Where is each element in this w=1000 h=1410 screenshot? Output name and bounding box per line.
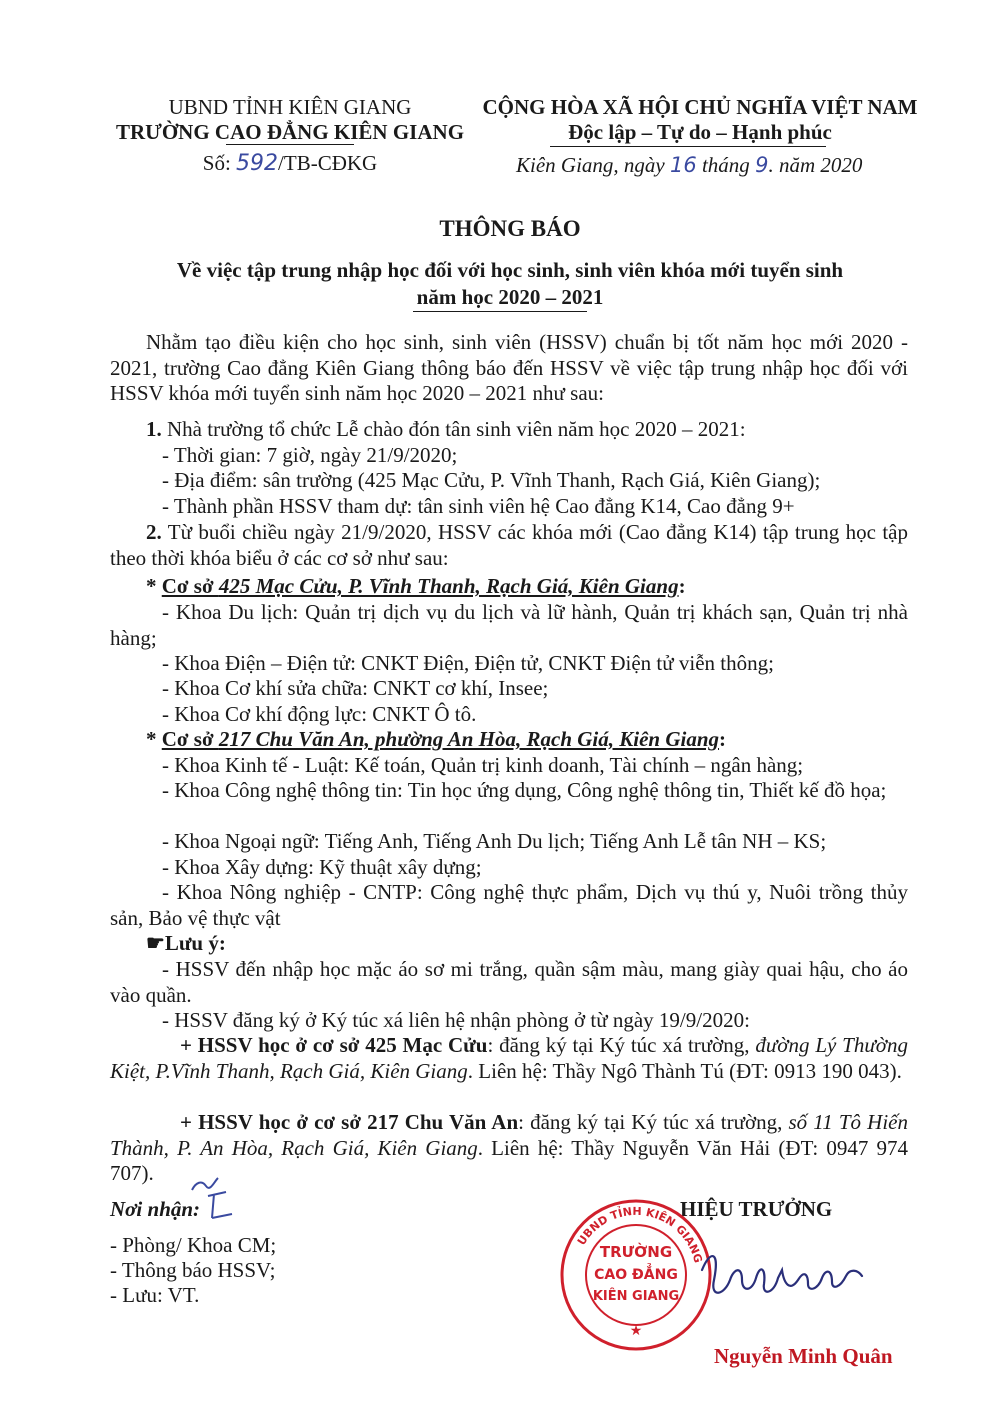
- item-1-heading: [110, 417, 908, 443]
- signatory-name: Nguyễn Minh Quân: [714, 1344, 893, 1368]
- header-left-rule: [226, 144, 354, 145]
- item-1-number: 1.: [146, 417, 162, 441]
- document-subtitle-line2: năm học 2020 – 2021: [416, 285, 604, 309]
- campus-1-item: - Khoa Cơ khí động lực: CNKT Ô tô.: [162, 702, 477, 726]
- recipients-label: Nơi nhận:: [110, 1197, 201, 1221]
- item-2-text: Từ buổi chiều ngày 21/9/2020, HSSV các khóa mới (Cao đẳng K14) tập trung học tập theo thời khóa biểu ở các cơ sở như sau:: [110, 520, 908, 570]
- campus-1-heading: [110, 574, 908, 600]
- dorm-campus-1: [110, 1033, 908, 1084]
- campus-1-item: - Khoa Du lịch: Quản trị dịch vụ du lịch và lữ hành, Quản trị khách sạn, Quản trị nhà hàng;: [110, 600, 908, 650]
- dorm-1-bold: + HSSV học ở cơ sở 425 Mạc Cửu: [180, 1033, 488, 1057]
- item-1-place: - Địa điểm: sân trường (425 Mạc Cửu, P. Vĩnh Thanh, Rạch Giá, Kiên Giang);: [162, 468, 821, 492]
- header-right-rule: [550, 146, 826, 147]
- number-prefix: Số:: [202, 151, 237, 175]
- signatory-title: HIỆU TRƯỞNG: [680, 1197, 833, 1221]
- campus-1-item: - Khoa Điện – Điện tử: CNKT Điện, Điện tử, CNKT Điện tử viễn thông;: [162, 651, 774, 675]
- recipient-item: - Phòng/ Khoa CM;: [110, 1233, 277, 1257]
- note-dress-code: - HSSV đến nhập học mặc áo sơ mi trắng, quần sậm màu, mang giày quai hậu, cho áo vào quần.: [110, 957, 908, 1007]
- dorm-2-bold: + HSSV học ở cơ sở 217 Chu Văn An: [180, 1110, 519, 1134]
- date-prefix: Kiên Giang, ngày: [516, 153, 670, 177]
- dorm-2-contact: . Liên hệ: Thầy Nguyễn Văn Hải (ĐT: 0947 974 707).: [110, 1135, 908, 1185]
- recipient-item: - Lưu: VT.: [110, 1283, 200, 1307]
- campus-1-address: 425 Mạc Cửu, P. Vĩnh Thanh, Rạch Giá, Kiên Giang: [218, 574, 679, 598]
- campus-2-item: - Khoa Xây dựng: Kỹ thuật xây dựng;: [162, 855, 482, 879]
- campus-2-star: *: [146, 727, 162, 751]
- dorm-2-address: số 11 Tô Hiến Thành, P. An Hòa, Rạch Giá, Kiên Giang: [110, 1110, 908, 1160]
- note-heading: [110, 931, 908, 957]
- dorm-1-contact: . Liên hệ: Thầy Ngô Thành Tú (ĐT: 0913 190 043).: [467, 1058, 902, 1083]
- item-1-text: Nhà trường tổ chức Lễ chào đón tân sinh viên năm học 2020 – 2021:: [161, 417, 746, 441]
- campus-1-label: Cơ sở: [161, 574, 219, 598]
- document-subtitle-line1: Về việc tập trung nhập học đối với học sinh, sinh viên khóa mới tuyển sinh: [176, 258, 844, 282]
- number-handwritten: 592: [236, 151, 279, 176]
- item-1-attendees: - Thành phần HSSV tham dự: tân sinh viên hệ Cao đẳng K14, Cao đẳng 9+: [162, 494, 795, 518]
- date-month: 9: [755, 153, 769, 177]
- title-rule: [413, 311, 587, 312]
- seal-ring-text: UBND TỈNH KIÊN GIANG: [574, 1204, 705, 1265]
- seal-line-1: TRƯỜNG: [599, 1243, 673, 1261]
- item-2-number: 2.: [146, 520, 162, 544]
- pointing-hand-icon: ☛: [146, 931, 165, 955]
- campus-1-star: *: [146, 574, 162, 598]
- dorm-1-address: đường Lý Thường Kiệt, P.Vĩnh Thanh, Rạch Giá, Kiên Giang: [110, 1033, 908, 1083]
- issue-date: [516, 153, 862, 178]
- campus-1-item: - Khoa Cơ khí sửa chữa: CNKT cơ khí, Insee;: [162, 676, 549, 700]
- campus-2-item: - Khoa Ngoại ngữ: Tiếng Anh, Tiếng Anh Du lịch; Tiếng Anh Lễ tân NH – KS;: [162, 829, 827, 853]
- campus-2-item: - Khoa Công nghệ thông tin: Tin học ứng dụng, Công nghệ thông tin, Thiết kế đồ họa;: [162, 778, 887, 802]
- campus-2-item: - Khoa Kinh tế - Luật: Kế toán, Quản trị kinh doanh, Tài chính – ngân hàng;: [162, 753, 804, 777]
- seal-line-2: CAO ĐẲNG: [594, 1267, 678, 1283]
- svg-text:★: ★: [629, 1323, 643, 1339]
- campus-2-heading: [110, 727, 908, 753]
- agency-name: UBND TỈNH KIÊN GIANG: [168, 95, 412, 119]
- date-suffix: . năm 2020: [768, 153, 863, 177]
- item-2-paragraph: [110, 520, 908, 571]
- initials-mark: [186, 1160, 246, 1224]
- recipient-item: - Thông báo HSSV;: [110, 1258, 276, 1282]
- seal-line-3: KIÊN GIANG: [592, 1289, 680, 1304]
- number-suffix: /TB-CĐKG: [278, 151, 378, 175]
- campus-2-address: 217 Chu Văn An, phường An Hòa, Rạch Giá, Kiên Giang: [218, 727, 720, 751]
- country-name: CỘNG HÒA XÃ HỘI CHỦ NGHĨA VIỆT NAM: [482, 95, 918, 119]
- date-mid: tháng: [696, 153, 756, 177]
- document-number: [140, 151, 440, 176]
- intro-paragraph: Nhằm tạo điều kiện cho học sinh, sinh viên (HSSV) chuẩn bị tốt năm học mới 2020 - 2021, trường Cao đẳng Kiên Giang thông báo đến HSSV về việc tập trung nhập học đối với HSSV khóa mới tuyển sinh năm học 2020 – 2021 như sau:: [110, 330, 908, 405]
- campus-1-colon: :: [678, 574, 686, 598]
- dorm-1-text: : đăng ký tại Ký túc xá trường,: [487, 1033, 756, 1057]
- campus-2-item: - Khoa Nông nghiệp - CNTP: Công nghệ thực phẩm, Dịch vụ thú y, Nuôi trồng thủy sản, Bảo vệ thực vật: [110, 880, 908, 930]
- document-title: THÔNG BÁO: [439, 216, 581, 241]
- note-label: Lưu ý:: [164, 931, 226, 955]
- school-name: TRƯỜNG CAO ĐẲNG KIÊN GIANG: [115, 120, 465, 144]
- national-motto: Độc lập – Tự do – Hạnh phúc: [568, 120, 832, 144]
- dorm-2-text: : đăng ký tại Ký túc xá trường,: [518, 1110, 789, 1134]
- date-day: 16: [669, 153, 697, 177]
- handwritten-signature: [690, 1240, 880, 1310]
- note-dormitory: - HSSV đăng ký ở Ký túc xá liên hệ nhận phòng ở từ ngày 19/9/2020:: [162, 1008, 750, 1032]
- item-1-time: - Thời gian: 7 giờ, ngày 21/9/2020;: [162, 443, 458, 467]
- campus-2-label: Cơ sở: [161, 727, 219, 751]
- campus-2-colon: :: [719, 727, 727, 751]
